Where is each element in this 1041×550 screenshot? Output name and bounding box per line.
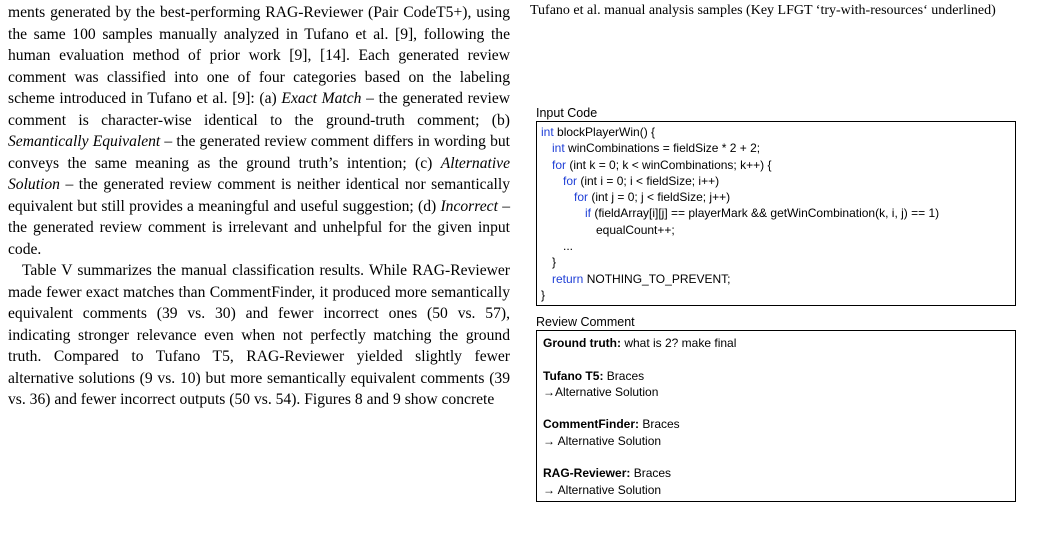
- alternative-solution-term: Alternative Solution: [8, 154, 510, 193]
- code-line: ...: [563, 239, 574, 254]
- exact-match-term: Exact Match: [281, 90, 362, 107]
- rag-reviewer-entry: RAG-Reviewer: Braces → Alternative Solution: [543, 465, 1009, 498]
- semantically-equivalent-term: Semantically Equivalent: [8, 133, 161, 150]
- code-line: for (int j = 0; j < fieldSize; j++): [574, 190, 731, 205]
- verdict: → Alternative Solution: [543, 482, 662, 497]
- ground-truth-entry: [543, 335, 1009, 351]
- verdict: →Alternative Solution: [543, 384, 659, 399]
- code-line: for (int k = 0; k < winCombinations; k++) {: [552, 157, 772, 172]
- code-line: }: [552, 255, 557, 270]
- code-box: [536, 121, 1016, 306]
- ground-truth-text: what is 2? make final: [620, 336, 737, 350]
- code-line: if (fieldArray[i][j] == playerMark && getWinCombination(k, i, j) == 1): [585, 206, 940, 221]
- figure-caption: Tufano et al. manual analysis samples (Key LFGT ‘try-with-resources‘ underlined): [530, 3, 996, 18]
- figure-review-comment: [536, 315, 1016, 502]
- incorrect-term: Incorrect: [440, 197, 498, 215]
- code-line: int winCombinations = fieldSize * 2 + 2;: [552, 141, 761, 156]
- code-line: }: [541, 287, 546, 302]
- code-line: for (int i = 0; i < fieldSize; i++): [563, 173, 720, 188]
- review-comment-label: Review Comment: [536, 315, 635, 329]
- review-box: [536, 330, 1016, 502]
- body-text-column: [8, 2, 510, 411]
- code-line: return NOTHING_TO_PREVENT;: [552, 271, 731, 286]
- tufano-t5-entry: Tufano T5: Braces →Alternative Solution: [543, 368, 1009, 401]
- paragraph-1: ments generated by the best-performing RAG-Reviewer (Pair CodeT5+), using the same 100 samples manually analyzed in Tufano et al. [9], following the human evaluation method of prior work [9], [14]. Each generated review comment was classified into one of four categories based on the labeling scheme introduced in Tufano et al. [9]: (a) Exact Match – the generated review comment is character-wise identical to the ground-truth comment; (b) Semantically Equivalent – the generated review comment differs in wording but conveys the same meaning as the ground truth’s intention; (c) Alternative Solution – the generated review comment is neither identical nor semantically equivalent but still provides a meaningful and useful suggestion; (d) Incorrect – the generated review comment is irrelevant and unhelpful for the given input code.: [8, 4, 511, 258]
- code-line: equalCount++;: [596, 222, 675, 237]
- ground-truth-label: Ground truth:: [543, 336, 621, 350]
- verdict: → Alternative Solution: [543, 433, 662, 448]
- input-code-label: Input Code: [536, 106, 598, 120]
- code-line: int blockPlayerWin() {: [541, 125, 656, 139]
- figure-input-code: [536, 106, 1016, 306]
- commentfinder-entry: CommentFinder: Braces → Alternative Solution: [543, 416, 1009, 449]
- paragraph-2: Table V summarizes the manual classification results. While RAG-Reviewer made fewer exact matches than CommentFinder, it produced more semantically equivalent comments (39 vs. 30) and fewer incorrect ones (50 vs. 57), indicating stronger relevance even when not perfectly matching the ground truth. Compared to Tufano T5, RAG-Reviewer yielded slightly fewer alternative solutions (9 vs. 10) but more semantically equivalent comments (39 vs. 36) and fewer incorrect outputs (50 vs. 54). Figures 8 and 9 show concrete: [8, 262, 510, 408]
